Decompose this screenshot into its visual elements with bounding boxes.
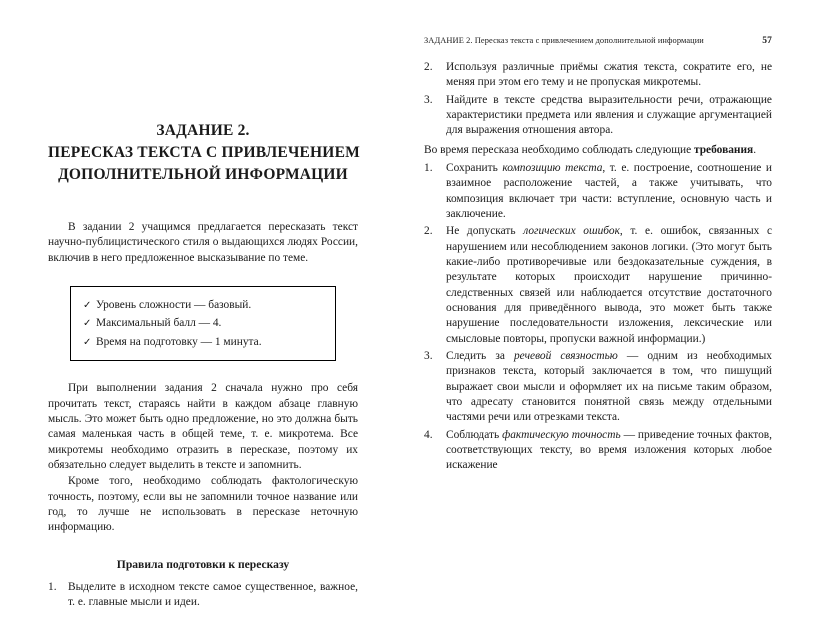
- emphasised-term: композицию текста: [502, 161, 603, 174]
- list-item-text: [446, 350, 772, 423]
- info-box: [70, 286, 336, 361]
- check-icon: ✓: [83, 299, 92, 311]
- text-run: Следить за: [446, 349, 514, 362]
- page-number: 57: [762, 36, 772, 46]
- requirements-intro-text: Во время пересказа необходимо соблюдать следующие: [424, 143, 694, 156]
- info-box-item: [83, 314, 325, 332]
- list-item: [424, 93, 772, 139]
- list-item-number: 3.: [424, 93, 433, 106]
- info-box-item-label: Время на подготовку — 1 минута.: [96, 335, 262, 348]
- left-column: [48, 120, 358, 613]
- info-box-item-label: Максимальный балл — 4.: [96, 317, 222, 330]
- text-run: Сохранить: [446, 161, 503, 174]
- text-run: Соблюдать: [446, 428, 503, 441]
- emphasised-term: логических ошибок: [523, 225, 620, 238]
- list-item-number: 1.: [48, 580, 57, 593]
- text-run: , т. е. построение, соотношение и взаимное расположение частей, а также учитывать, что композиция включает три части: вступление, основную часть и заключение.: [446, 161, 772, 220]
- subsection-heading: Правила подготовки к пересказу: [116, 557, 290, 571]
- preparation-rules-list: [48, 580, 358, 611]
- intro-paragraph: В задании 2 учащимся предлагается пересказать текст научно-публицистического стиля о выдающихся людях России, включив в него предложенное высказывание по теме.: [48, 221, 358, 264]
- list-item: [424, 161, 772, 222]
- check-icon: ✓: [83, 318, 92, 330]
- right-column: [424, 60, 772, 476]
- list-item-text: [446, 162, 772, 220]
- info-box-item-label: Уровень сложности — базовый.: [96, 298, 252, 311]
- info-box-item: [83, 333, 325, 351]
- emphasised-term: речевой связностью: [513, 349, 618, 362]
- emphasised-term: фактическую точность: [502, 428, 621, 441]
- requirements-intro-emphasis: требования: [693, 143, 754, 156]
- section-title-line-1: ЗАДАНИЕ 2.: [156, 122, 250, 139]
- list-item-text: Найдите в тексте средства выразительности речи, отражающие характеристики предмета или явления и служащие аргументацией для выражения отношения автора.: [446, 93, 772, 137]
- info-box-item: [83, 296, 325, 314]
- text-run: — одним из необходимых признаков текста, который заключается в том, что пишущий выражает свои мысли и оформляет их на письме таким образом, что адресату становится понятной связь между отдельными частями речи или отрезками текста.: [446, 349, 772, 424]
- list-item-text: Выделите в исходном тексте самое существенное, важное, т. е. главные мысли и идеи.: [68, 580, 358, 608]
- section-title-line-2: ПЕРЕСКАЗ ТЕКСТА С ПРИВЛЕЧЕНИЕМ: [48, 144, 360, 161]
- list-item-number: 4.: [424, 428, 433, 441]
- text-run: Не допускать: [446, 225, 524, 238]
- info-box-list: [83, 296, 325, 351]
- check-icon: ✓: [83, 336, 92, 348]
- list-item: [424, 60, 772, 91]
- requirements-intro-end: .: [753, 143, 757, 156]
- list-item: [424, 349, 772, 426]
- section-title-line-3: ДОПОЛНИТЕЛЬНОЙ ИНФОРМАЦИИ: [58, 166, 348, 183]
- text-run: — приведение точных фактов, соответствующих тексту, во время изложения которых любое искажение: [446, 428, 772, 472]
- list-item-number: 2.: [424, 61, 433, 73]
- body-paragraph-2: При выполнении задания 2 сначала нужно про себя прочитать текст, стараясь найти в каждом абзаце главную мысль. Это может быть одно предложение, но это должна быть самая маленькая часть в общей теме, т. е. микротема. Все микротемы необходимо отразить в пересказе, поэтому их обязательно следует выделить в тексте и запомнить.: [48, 382, 358, 472]
- requirements-list: [424, 161, 772, 474]
- list-item-text: Используя различные приёмы сжатия текста, сократите его, не меняя при этом его тему и не пропуская микротемы.: [446, 61, 772, 89]
- running-header-title: ЗАДАНИЕ 2. Пересказ текста с привлечением дополнительной информации: [424, 36, 704, 45]
- list-item: [424, 224, 772, 347]
- list-item-number: 2.: [424, 225, 433, 238]
- list-item-number: 1.: [424, 161, 433, 174]
- list-item: [424, 428, 772, 474]
- list-item-text: [446, 225, 772, 344]
- body-paragraph-3: Кроме того, необходимо соблюдать фактологическую точность, поэтому, если вы не запомнили точное название или год, то лучше не использовать в пересказе неточную информацию.: [48, 475, 358, 534]
- section-title: [48, 120, 358, 186]
- list-item-text: [446, 429, 772, 472]
- requirements-intro: [424, 143, 772, 158]
- text-run: , т. е. ошибок, связанных с нарушением или несоблюдением законов логики. (Это могут быть какие-либо противоречивые или бездоказательные суждения, в результате которых происходит нарушение причинно-следственных связей или наблюдается отсутствие достаточного основания для приведённого вывода, это может быть также нарушение последовательности изложения, лексические или смысловые повторы, пропуски важной информации.): [446, 225, 773, 345]
- running-header: [424, 36, 772, 46]
- list-item-number: 3.: [424, 349, 433, 362]
- preparation-rules-list-continued: [424, 60, 772, 139]
- list-item: [48, 580, 358, 611]
